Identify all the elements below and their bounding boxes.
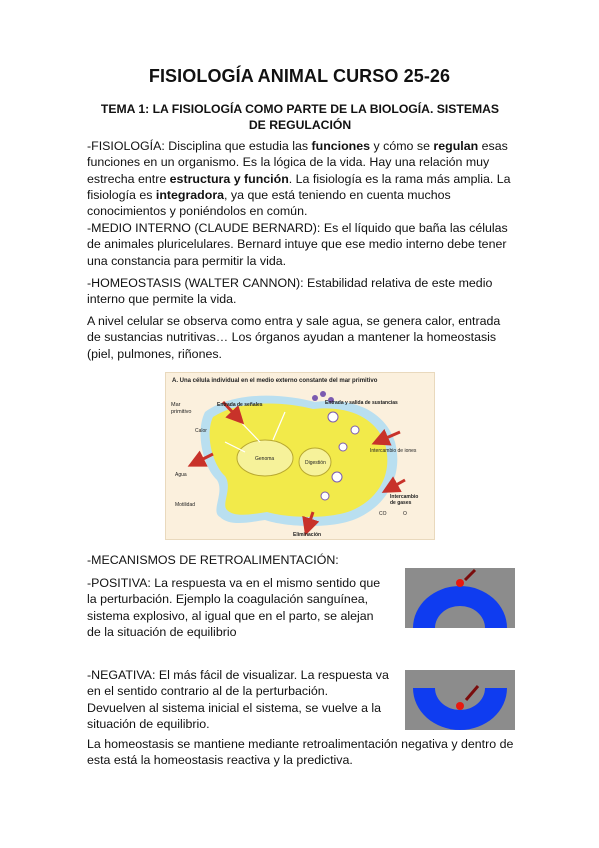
text-run: -FISIOLOGÍA: Disciplina que estudia las (87, 139, 312, 153)
document-title: FISIOLOGÍA ANIMAL CURSO 25-26 (148, 66, 451, 86)
bold-term: funciones (311, 139, 371, 153)
label-mar: Mar (171, 402, 181, 408)
bold-term: estructura y función (169, 171, 289, 186)
text-run: y cómo se (370, 139, 434, 153)
vesicle-icon (328, 412, 338, 422)
paragraph-medio-interno: -MEDIO INTERNO (CLAUDE BERNARD): Es el líquido que baña las células de animales pluricelulares. Bernard intuye que ese medio interno debe tener una constancia para permitir la vida. (87, 221, 508, 268)
label-digestion: Digestión (305, 460, 326, 466)
label-genoma: Genoma (255, 456, 275, 462)
paragraph-positiva: -POSITIVA: La respuesta va en el mismo sentido que la perturbación. Ejemplo la coagulación sanguínea, sistema explosivo, al igual que en el parto, se alejan de la situación de equilibrio (87, 576, 381, 639)
paragraph-nivel-celular: A nivel celular se observa como entra y sale agua, se genera calor, entrada de sustancias nutritivas… Los órganos ayudan a mantener la homeostasis (piel, pulmones, riñones. (87, 314, 501, 361)
text-run: . La fisiología es la rama más amplia. La fisiología es (87, 171, 511, 202)
label-co2: CO (379, 511, 387, 517)
text-run: esas funciones en un organismo. Es la lógica de la vida. Hay una relación muy estrecha entre (87, 139, 508, 186)
label-agua: Agua (175, 472, 187, 478)
paragraph-fisiologia (87, 138, 517, 219)
label-calor: Calor (195, 428, 207, 434)
label-senales: Entrada de señales (217, 402, 263, 408)
vesicle-icon (339, 443, 347, 451)
positive-feedback-diagram (405, 568, 515, 628)
bold-term: regulan (433, 139, 479, 153)
label-primitivo: primitivo (171, 409, 192, 415)
label-iones: Intercambio de iones (370, 448, 417, 454)
topic-heading: TEMA 1: LA FISIOLOGÍA COMO PARTE DE LA BIOLOGÍA. SISTEMAS DE REGULACIÓN (100, 102, 500, 132)
substance-dot (320, 391, 326, 397)
heading-mecanismos: -MECANISMOS DE RETROALIMENTACIÓN: (87, 553, 339, 567)
label-motilidad: Motilidad (175, 502, 196, 508)
paragraph-negativa: -NEGATIVA: El más fácil de visualizar. La respuesta va en el sentido contrario al de la perturbación. Devuelven al sistema inicial el sistema, se vuelve a la situación de equilibrio. (87, 668, 389, 731)
paragraph-homeostasis: -HOMEOSTASIS (WALTER CANNON): Estabilidad relativa de este medio interno que permite la vida. (87, 276, 493, 307)
figure-caption: A. Una célula individual en el medio externo constante del mar primitivo (172, 378, 378, 384)
ball-icon (456, 579, 464, 587)
cell-cytoplasm (210, 404, 388, 517)
label-eliminacion: Eliminación (293, 532, 322, 538)
push-arrow-icon (465, 570, 475, 580)
negative-feedback-diagram (405, 670, 515, 730)
label-intercambio: Intercambio (390, 494, 419, 500)
label-sustancias: Entrada y salida de sustancias (325, 400, 398, 406)
vesicle-icon (351, 426, 359, 434)
arch-shape (413, 586, 507, 628)
paragraph-final: La homeostasis se mantiene mediante retroalimentación negativa y dentro de esta está la homeostasis reactiva y la predictiva. (87, 737, 514, 768)
vesicle-icon (332, 472, 342, 482)
push-arrow-icon (466, 686, 478, 700)
vesicle-icon (321, 492, 329, 500)
label-o2: O (403, 511, 407, 517)
text-run: , ya que está teniendo en cuenta muchos conocimientos y poniéndolos en común. (87, 187, 451, 219)
label-de-gases: de gases (390, 500, 412, 506)
bold-term: integradora (155, 187, 225, 202)
substance-dot (312, 395, 318, 401)
ball-icon (456, 702, 464, 710)
cell-illustration (165, 372, 435, 540)
